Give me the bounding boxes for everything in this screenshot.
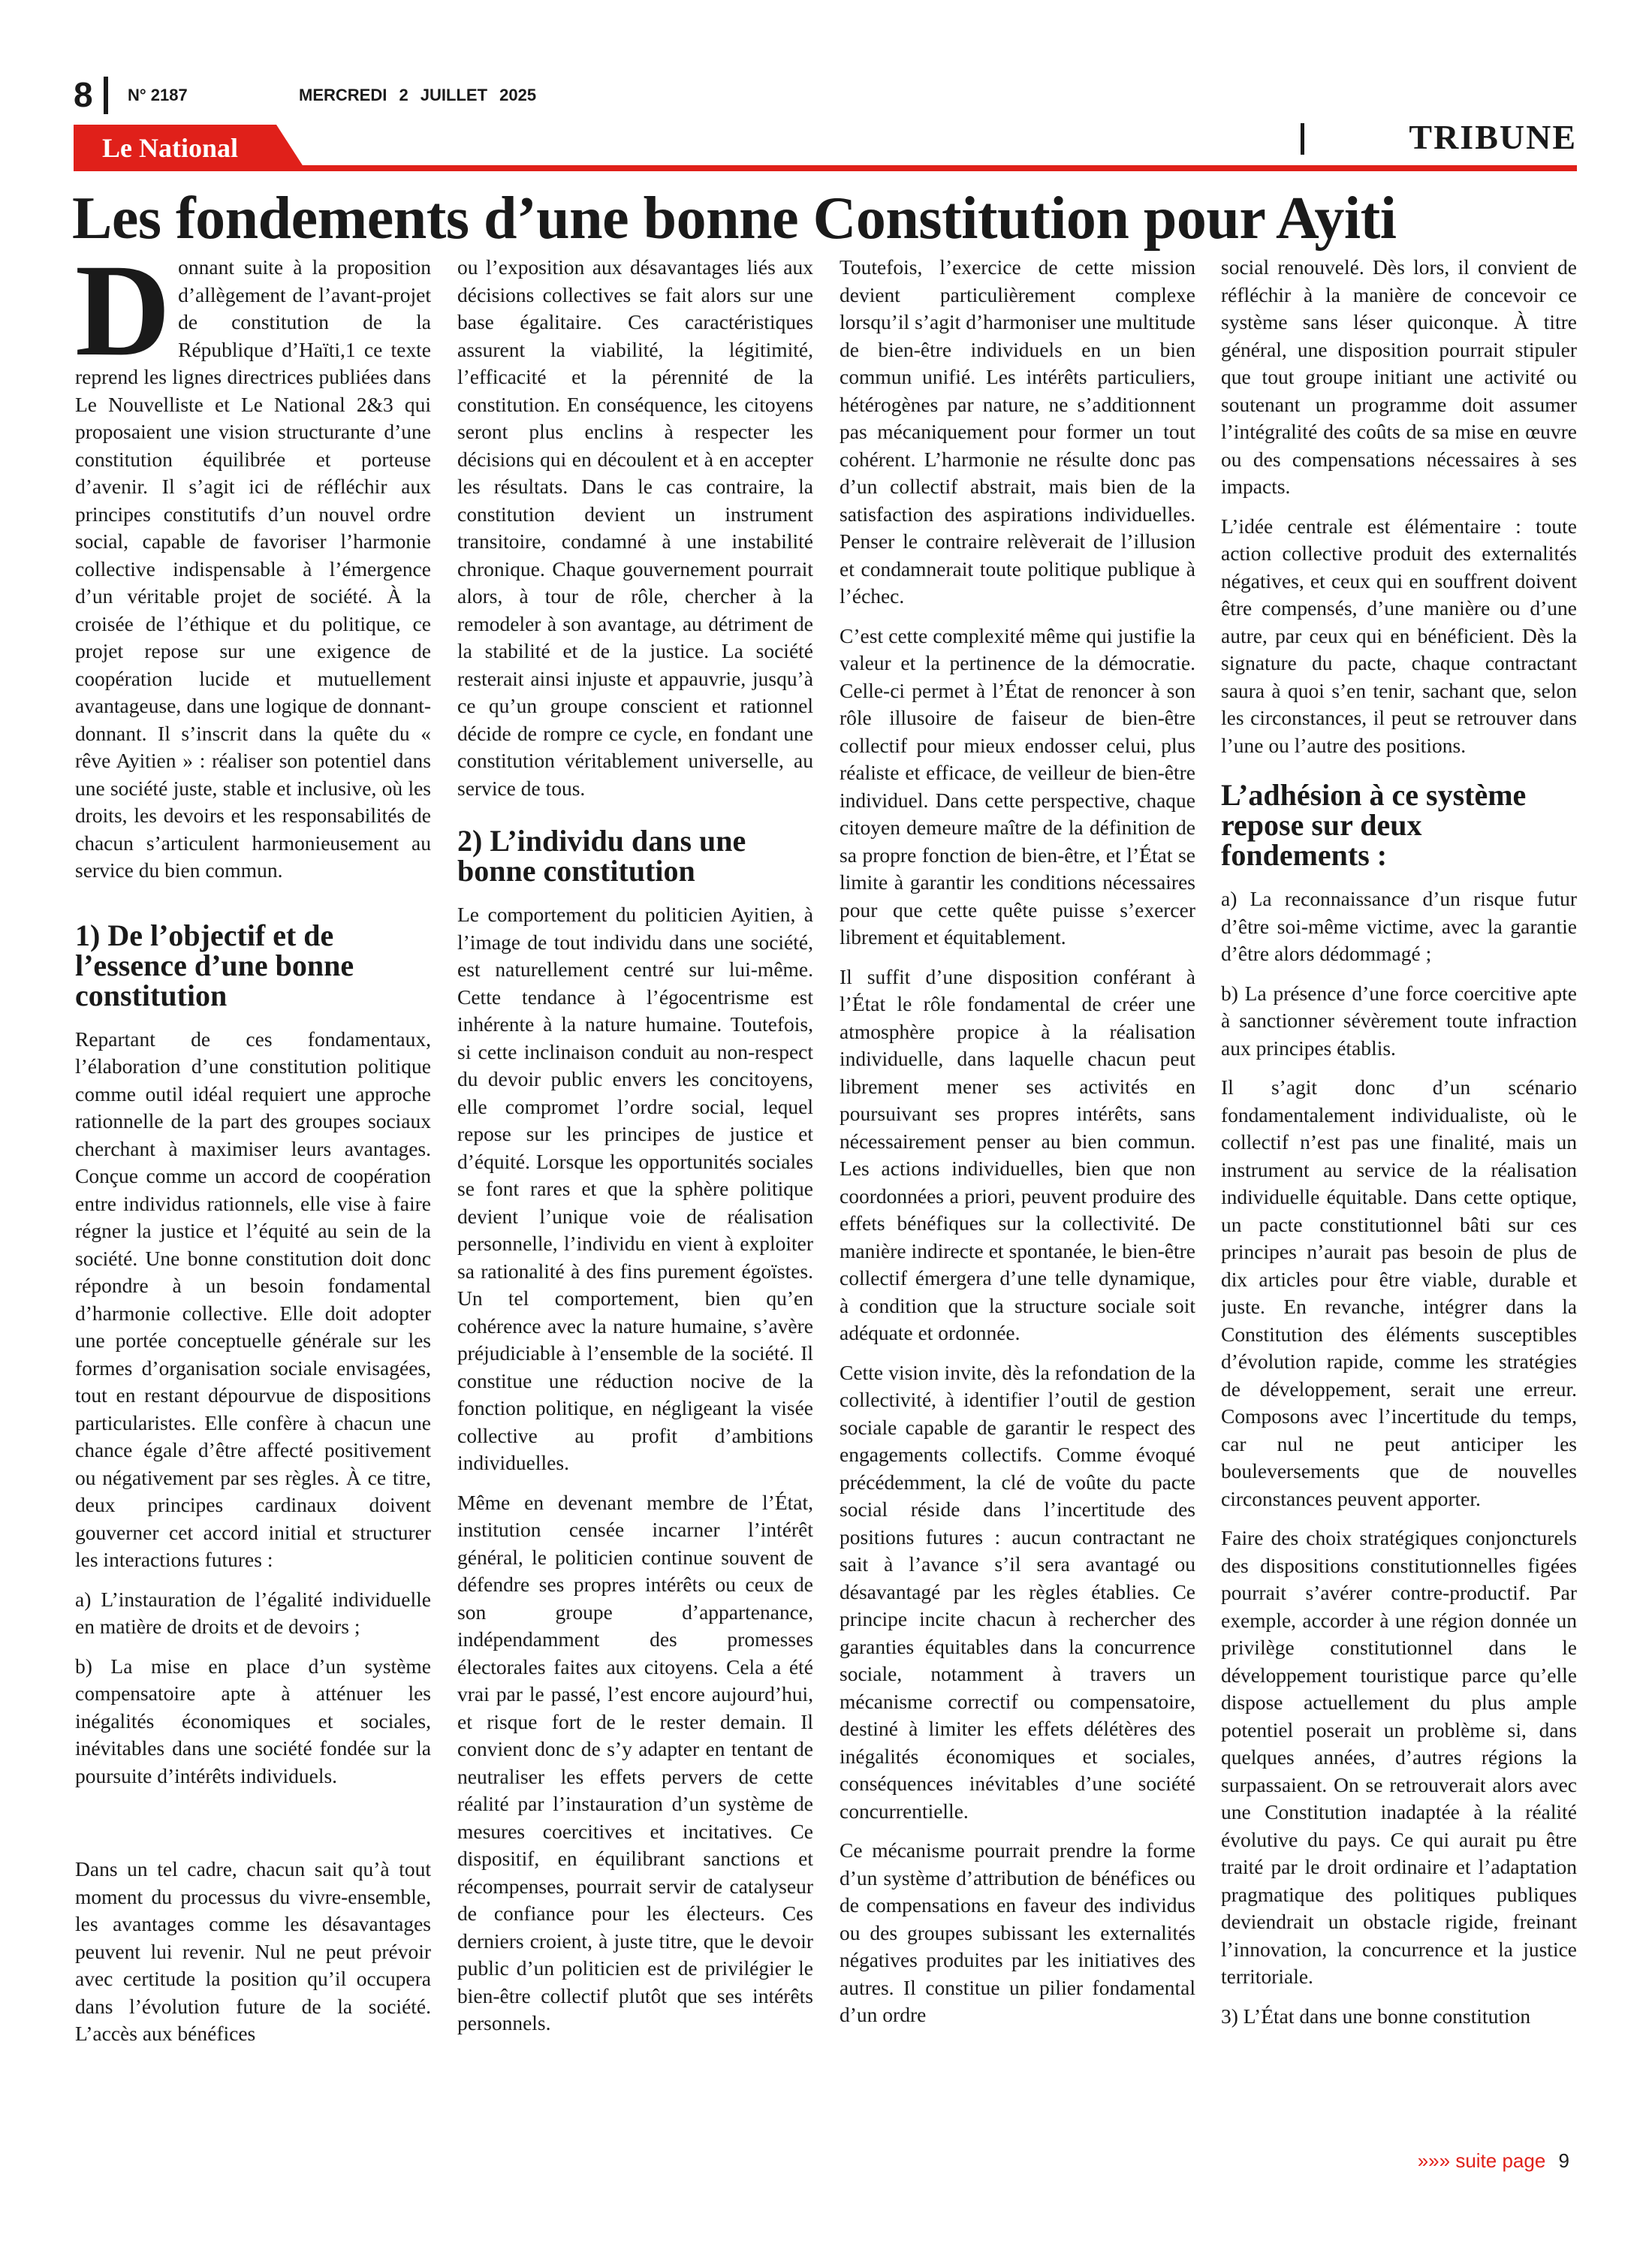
- list-item-b: b) La mise en place d’un système compensatoire apte à atténuer les inégalités économiques et sociales, inévitables dans une société fondée sur la poursuite d’intérêts individuels.: [75, 1654, 431, 1787]
- continued-page-number: 9: [1558, 2149, 1569, 2172]
- brand-tab: [74, 125, 306, 171]
- page-number: 8: [74, 75, 93, 114]
- article-paragraph: Dans un tel cadre, chacun sait qu’à tout moment du processus du vivre-ensemble, les avantages comme les désavantages peuvent lui revenir. Nul ne peut prévoir avec certitude la position qu’il occupera dans l’évolution future de la société. L’accès aux bénéfices: [75, 1857, 431, 2045]
- list-item-b: b) La présence d’une force coercitive apte à sanctionner sévèrement toute infraction aux principes établis.: [1221, 981, 1577, 1060]
- brand-rule: [74, 165, 1577, 171]
- article-paragraph: Repartant de ces fondamentaux, l’élaboration d’une constitution politique comme outil idéal requiert une approche rationnelle de la part des groupes sociaux cherchant à maximiser leurs avantages. Conçue comme un accord de coopération entre individus rationnels, elle vise à faire régner la justice et l’équité au sein de la société. Une bonne constitution doit donc répondre à un besoin fondamental d’harmonie collective. Elle doit adopter une portée conceptuelle générale sur les formes d’organisation sociale envisagées, tout en restant dépourvue de dispositions particularistes. Elle confère à chacun une chance égale d’être affecté positivement ou négativement par ses règles. À ce titre, deux principes cardinaux doivent gouverner cet accord initial et structurer les interactions futures :: [75, 1027, 431, 1571]
- intro-text: onnant suite à la proposition d’allègement de l’avant-projet de constitution de la République d’Haïti,1 ce texte reprend les lignes directrices publiées dans Le Nouvelliste et Le National 2&3 qui proposaient une vision structurante d’une constitution équilibrée et porteuse d’avenir. Il s’agit ici de réfléchir aux principes constitutifs d’un nouvel ordre social, capable de favoriser l’harmonie collective indispensable à l’émergence d’un véritable projet de société. À la croisée de l’éthique et du politique, ce projet repose sur une exigence de coopération lucide et mutuellement avantageuse, dans une logique de donnant-donnant. Il s’inscrit dans la quête du « rêve Ayitien » : réaliser son potentiel dans une société juste, stable et inclusive, où les droits, les devoirs et les responsabilités de chacun s’articulent harmonieusement au service du bien commun.: [75, 255, 431, 882]
- page-number-divider: [104, 77, 108, 114]
- article-paragraph: C’est cette complexité même qui justifie la valeur et la pertinence de la démocratie. Celle-ci permet à l’État de renoncer à son rôle illusoire de faiseur de bien-être collectif pour mieux endosser celui, plus réaliste et efficace, de veilleur de bien-être individuel. Dans cette perspective, chaque citoyen demeure maître de la définition de sa propre fonction de bien-être, et l’État se limite à garantir les conditions nécessaires pour que cette quête puisse s’exercer librement et équitablement.: [840, 623, 1195, 949]
- article-paragraph: Il suffit d’une disposition conférant à l’État le rôle fondamental de créer une atmosphère propice à la réalisation individuelle, dans laquelle chacun peut librement mener ses activités en poursuivant ses propres intérêts, sans nécessairement penser au bien commun. Les actions individuelles, bien que non coordonnées a priori, peuvent produire des effets bénéfiques sur la collectivité. De manière indirecte et spontanée, le bien-être collectif émergera d’une telle dynamique, à condition que la structure sociale soit adéquate et ordonnée.: [840, 964, 1195, 1344]
- subheading-individual: 2) L’individu dans une bonne constitution: [457, 824, 746, 888]
- continued-label: suite page: [1455, 2149, 1546, 2172]
- list-item-a: a) L’instauration de l’égalité individuelle en matière de droits et de devoirs ;: [75, 1587, 431, 1638]
- brand-name: Le National: [102, 133, 239, 163]
- subheading-objective: 1) De l’objectif et de l’essence d’une bonne constitution: [75, 918, 354, 1012]
- drop-cap: D: [75, 254, 171, 384]
- section-label: TRIBUNE: [1409, 118, 1577, 156]
- article-column-2: [457, 254, 813, 2176]
- section-3-heading: 3) L’État dans une bonne constitution: [1221, 2004, 1531, 2028]
- article-paragraph: ou l’exposition aux désavantages liés aux décisions collectives se fait alors sur une base égalitaire. Ces caractéristiques assurent la viabilité, la légitimité, l’efficacité et la pérennité de la constitution. En conséquence, les citoyens seront plus enclins à respecter les décisions qui en découlent et à en accepter les résultats. Dans le cas contraire, la constitution devient un instrument transitoire, condamné à une instabilité chronique. Chaque gouvernement pourrait alors, à tour de rôle, chercher à la remodeler à son avantage, au détriment de la stabilité et de la justice. La société resterait ainsi injuste et appauvrie, jusqu’à ce qu’un groupe conscient et rationnel décide de rompre ce cycle, en fondant une constitution véritablement universelle, au service de tous.: [457, 255, 813, 800]
- section-divider: [1301, 123, 1304, 155]
- article-column-4: [1221, 254, 1577, 2176]
- article-paragraph: Cette vision invite, dès la refondation de la collectivité, à identifier l’outil de gestion sociale capable de garantir le respect des engagements collectifs. Comme évoqué précédemment, la clé de voûte du pacte social réside dans l’incertitude des positions futures : aucun contractant ne sait à l’avance s’il sera avantagé ou désavantagé par les règles établies. Ce principe incite chacun à rechercher des garanties équitables dans la concurrence sociale, notamment à travers un mécanisme correctif ou compensatoire, destiné à limiter les effets délétères des inégalités économiques et sociales, conséquences inévitables d’une société concurrentielle.: [840, 1360, 1195, 1823]
- article-paragraph: social renouvelé. Dès lors, il convient de réfléchir à la manière de concevoir ce système sans léser quiconque. À titre général, une disposition pourrait stipuler que tout groupe initiant une activité ou soutenant un programme doit assumer l’intégralité des coûts de sa mise en œuvre ou des compensations nécessaires à ses impacts.: [1221, 255, 1577, 498]
- article-paragraph: Le comportement du politicien Ayitien, à l’image de tout individu dans une société, est naturellement centré sur lui-même. Cette tendance à l’égocentrisme est inhérente à la nature humaine. Toutefois, si cette inclinaison conduit au non-respect du devoir public envers les concitoyens, elle compromet l’ordre social, lequel repose sur les principes de justice et d’équité. Lorsque les opportunités sociales se font rares et que la sphère politique devient l’unique voie de réalisation personnelle, l’individu en vient à exploiter sa rationalité à des fins purement égoïstes. Un tel comportement, bien qu’en cohérence avec la nature humaine, s’avère préjudiciable à l’ensemble de la société. Il constitue une réduction nocive de la fonction politique, en négligeant la visée collective au profit d’ambitions individuelles.: [457, 903, 813, 1474]
- continued-on: [1418, 2149, 1569, 2173]
- subheading-adhesion: L’adhésion à ce système repose sur deux fondements :: [1221, 778, 1527, 872]
- continued-arrows: »»»: [1417, 2149, 1451, 2172]
- article-paragraph: Même en devenant membre de l’État, institution censée incarner l’intérêt général, le politicien continue souvent de défendre ses propres intérêts ou ceux de son groupe d’appartenance, indépendamment des promesses électorales faites aux citoyens. Cela a été vrai par le passé, l’est encore aujourd’hui, et risque fort de le rester demain. Il convient donc de s’y adapter en tentant de neutraliser les effets pervers de cette réalité par l’instauration d’un système de mesures coercitives et incitatives. Ce dispositif, en équilibrant sanctions et récompenses, pourrait servir de catalyseur de confiance pour les électeurs. Ces derniers croient, à juste titre, que le devoir public d’un politicien est de privilégier le bien-être collectif plutôt que ses intérêts personnels.: [457, 1490, 813, 2034]
- brand-bar: [74, 125, 1577, 171]
- issue-number: N° 2187: [128, 86, 188, 104]
- list-item-a: a) La reconnaissance d’un risque futur d’être soi-même victime, avec la garantie d’être alors dédommagé ;: [1221, 887, 1577, 965]
- article-paragraph: Ce mécanisme pourrait prendre la forme d’un système d’attribution de bénéfices ou de compensations en faveur des individus ou des groupes subissant les externalités négatives produites par les initiatives des autres. Il constitue un pilier fondamental d’un ordre: [840, 1838, 1195, 2026]
- article-paragraph: L’idée centrale est élémentaire : toute action collective produit des externalités négatives, et ceux qui en souffrent doivent être compensés, d’une manière ou d’une autre, par ceux qui en bénéficient. Dès la signature du pacte, chaque contractant saura à quoi s’en tenir, sachant que, selon les circonstances, il peut se retrouver dans l’une ou l’autre des positions.: [1221, 514, 1577, 757]
- article-paragraph: Toutefois, l’exercice de cette mission devient particulièrement complexe lorsqu’il s’agit d’harmoniser une multitude de bien-être individuels en un bien commun unifié. Les intérêts particuliers, hétérogènes par nature, ne s’additionnent pas mécaniquement pour former un tout cohérent. L’harmonie ne résulte donc pas d’un collectif abstrait, mais bien de la satisfaction des aspirations individuelles. Penser le contraire relèverait de l’illusion et condamnerait toute politique publique à l’échec.: [840, 255, 1195, 608]
- column-gap: [75, 1802, 431, 1856]
- article-column-3: [840, 254, 1195, 2176]
- publication-date: MERCREDI 2 JUILLET 2025: [299, 86, 537, 104]
- article-paragraph: [75, 254, 431, 885]
- article-title: Les fondements d’une bonne Constitution pour Ayiti: [72, 185, 1397, 252]
- article-paragraph: Il s’agit donc d’un scénario fondamentalement individualiste, où le collectif n’est pas une finalité, mais un instrument au service de la réalisation individuelle équitable. Dans cette optique, un pacte constitutionnel bâti sur ces principes n’aurait pas besoin de plus de dix articles pour être viable, durable et juste. En revanche, intégrer dans la Constitution des éléments susceptibles d’évolution rapide, comme les stratégies de développement, serait une erreur. Composons avec l’incertitude du temps, car nul ne peut anticiper les bouleversements que de nouvelles circonstances peuvent apporter.: [1221, 1075, 1577, 1510]
- article-column-1: [75, 254, 431, 2176]
- article-paragraph: Faire des choix stratégiques conjoncturels des dispositions constitutionnelles figées pourrait s’avérer contre-productif. Par exemple, accorder à une région donnée un privilège constitutionnel dans le développement touristique parce qu’elle dispose actuellement du plus ample potentiel poserait un problème si, dans quelques années, d’autres régions la surpassaient. On se retrouverait alors avec une Constitution inadaptée à la réalité évolutive du pays. Ce qui aurait pu être traité par le droit ordinaire et l’adaptation pragmatique des politiques publiques deviendrait un obstacle rigide, freinant l’innovation, la concurrence et la justice territoriale.: [1221, 1526, 1577, 1988]
